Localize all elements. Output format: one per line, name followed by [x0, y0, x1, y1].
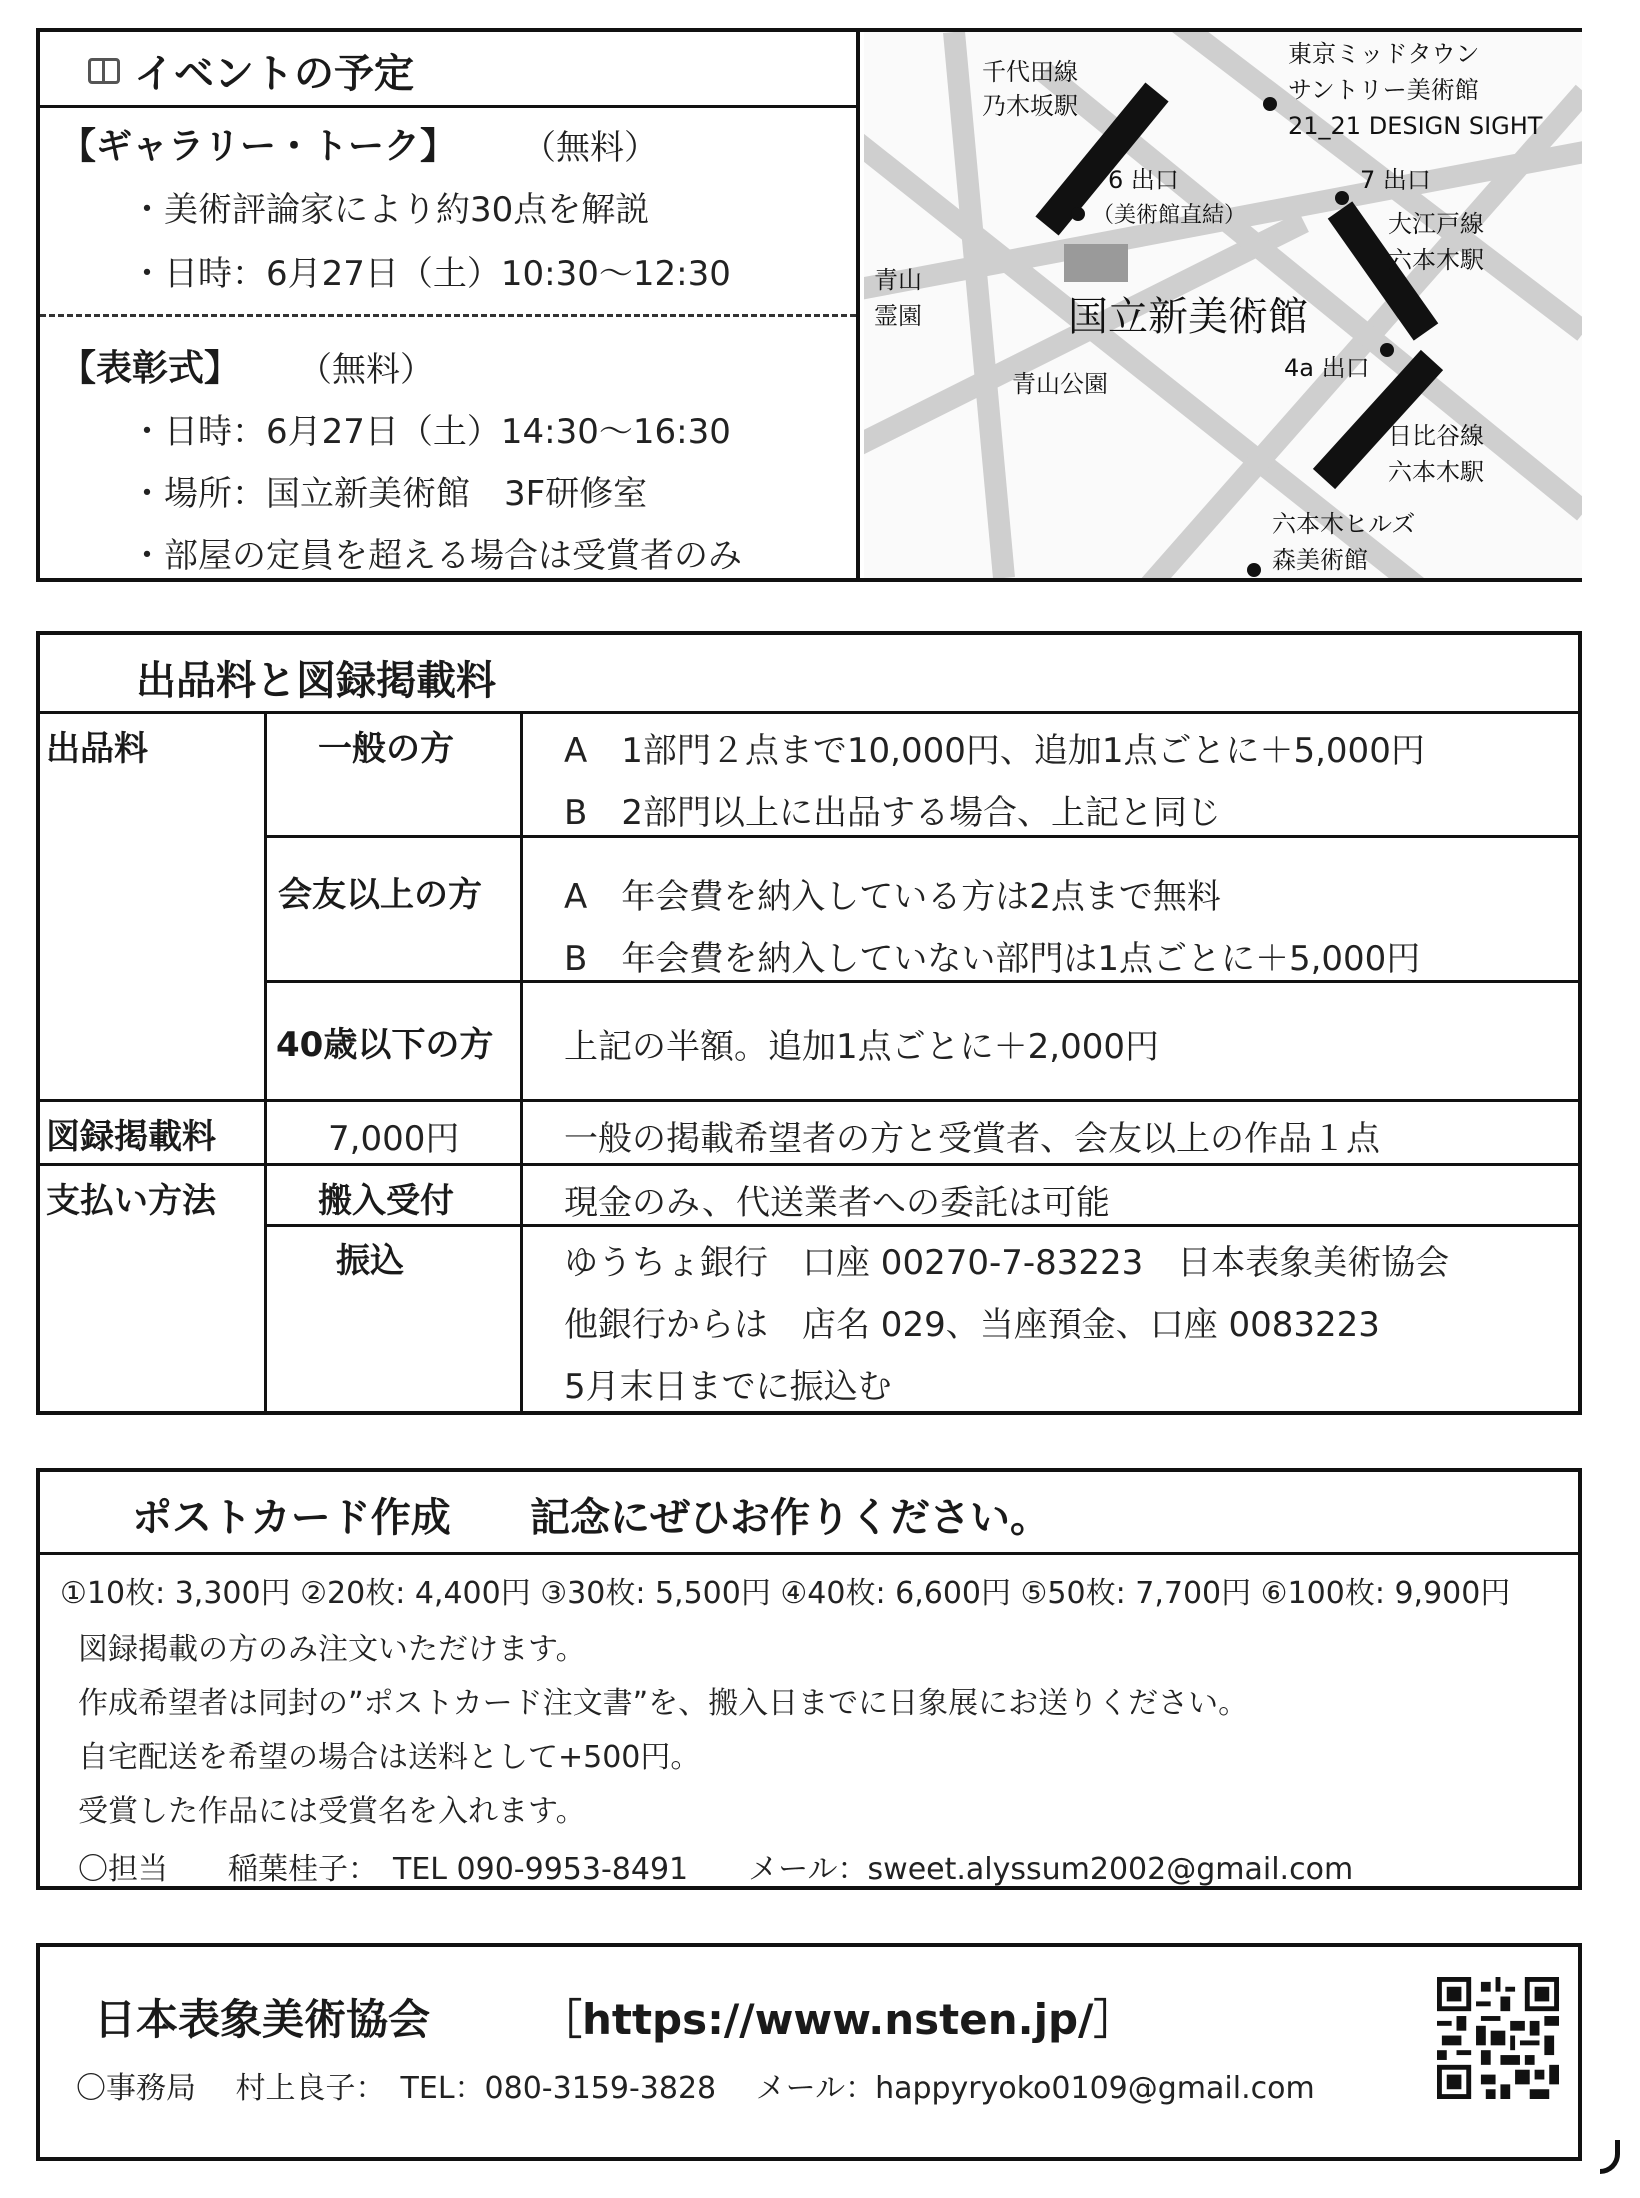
general-fee-line: A 1部門２点まで10,000円、追加1点ごとに＋5,000円: [564, 731, 1425, 771]
postcard-line: 作成希望者は同封の”ポストカード注文書”を、搬入日までに日象展にお送りください。: [78, 1686, 1249, 1721]
access-map: [864, 32, 1582, 578]
postcard-line: 自宅配送を希望の場合は送料として+500円。: [78, 1740, 701, 1775]
ceremony-heading: 【表彰式】: [60, 348, 241, 389]
organization-url[interactable]: ［https://www.nsten.jp/］: [540, 1995, 1136, 2044]
event-schedule: [40, 32, 860, 578]
postcard-line: 受賞した作品には受賞名を入れます。: [78, 1794, 586, 1829]
postcard-title: ポストカード作成: [132, 1495, 451, 1541]
carry-in-note: 現金のみ、代送業者への委託は可能: [564, 1183, 1111, 1223]
table-rule: [40, 1163, 1578, 1166]
footer-section: [36, 1943, 1582, 2161]
dashed-divider: [40, 314, 856, 317]
reader-icon[interactable]: [88, 58, 120, 84]
postcard-header-rule: [40, 1552, 1578, 1555]
ceremony-item: ・日時：6月27日（土）14:30〜16:30: [130, 412, 731, 452]
ceremony-fee: （無料）: [298, 350, 434, 390]
map-aoyama-park: 青山公園: [1012, 370, 1108, 398]
payment-label: 支払い方法: [46, 1181, 216, 1221]
member-label: 会友以上の方: [278, 875, 482, 915]
map-exit-6-note: （美術館直結）: [1092, 203, 1247, 228]
member-fee-line: B 年会費を納入していない部門は1点ごとに＋5,000円: [564, 939, 1421, 979]
map-design-sight: 21_21 DESIGN SIGHT: [1288, 112, 1543, 140]
map-midtown: 東京ミッドタウン: [1288, 40, 1480, 68]
gallery-talk-item: ・日時：6月27日（土）10:30〜12:30: [130, 254, 731, 294]
table-rule: [40, 1099, 1578, 1102]
transfer-label: 振込: [336, 1241, 404, 1281]
catalog-fee-label: 図録掲載料: [46, 1117, 216, 1157]
map-exit-7: 7 出口: [1360, 166, 1431, 194]
page-corner-mark: [1600, 2140, 1620, 2174]
ceremony-item: ・場所：国立新美術館 3F研修室: [130, 474, 648, 514]
map-roppongi-station-1: 六本木駅: [1388, 246, 1484, 274]
postcard-subtitle: 記念にぜひお作りください。: [530, 1495, 1050, 1541]
map-exit-6: 6 出口: [1108, 166, 1179, 194]
museum-building: [1064, 244, 1128, 282]
event-header: [40, 32, 856, 108]
station-bars: [1047, 92, 1432, 479]
under40-label: 40歳以下の方: [276, 1025, 494, 1065]
general-label: 一般の方: [318, 729, 454, 769]
map-suntory: サントリー美術館: [1288, 76, 1479, 104]
gallery-talk-fee: （無料）: [522, 128, 658, 168]
table-rule: [264, 1224, 1578, 1227]
map-hibiya-line: 日比谷線: [1388, 422, 1484, 450]
map-mori-museum: 森美術館: [1272, 546, 1368, 574]
catalog-note: 一般の掲載希望者の方と受賞者、会友以上の作品１点: [564, 1119, 1380, 1159]
postcard-section: [36, 1468, 1582, 1890]
table-rule: [40, 711, 1578, 714]
transfer-line: 他銀行からは 店名 029、当座預金、口座 0083223: [564, 1305, 1380, 1345]
carry-in-label: 搬入受付: [318, 1181, 454, 1221]
map-reien: 霊園: [874, 302, 922, 330]
map-chiyoda-line: 千代田線: [982, 58, 1078, 86]
event-section: [36, 28, 1582, 582]
transfer-line: 5月末日までに振込む: [564, 1367, 892, 1407]
event-title: イベントの予定: [134, 51, 414, 97]
entry-fee-label: 出品料: [46, 729, 148, 769]
fee-table-title: 出品料と図録掲載料: [136, 658, 496, 704]
qr-code-icon[interactable]: [1437, 1977, 1559, 2099]
map-roppongi-station-2: 六本木駅: [1388, 458, 1484, 486]
office-contact: 〇事務局 村上良子： TEL：080-3159-3828 メール：happyryoko0109@gmail.com: [76, 2071, 1315, 2106]
table-rule: [264, 711, 267, 1411]
general-fee-line: B 2部門以上に出品する場合、上記と同じ: [564, 793, 1221, 833]
table-rule: [520, 711, 523, 1411]
map-roppongi-hills: 六本木ヒルズ: [1272, 510, 1416, 538]
table-rule: [264, 980, 1578, 983]
fee-table: [36, 631, 1582, 1415]
map-museum-label: 国立新美術館: [1068, 294, 1308, 340]
gallery-talk-heading: 【ギャラリー・トーク】: [60, 126, 457, 167]
postcard-contact: 〇担当 稲葉桂子： TEL 090-9953-8491 メール：sweet.alyssum2002@gmail.com: [78, 1852, 1354, 1887]
table-rule: [264, 835, 1578, 838]
map-graphic: [864, 32, 1582, 578]
gallery-talk-item: ・美術評論家により約30点を解説: [130, 190, 650, 230]
organization-name: 日本表象美術協会: [94, 1995, 431, 2044]
postcard-line: 図録掲載の方のみ注文いただけます。: [78, 1632, 586, 1667]
catalog-price: 7,000円: [328, 1119, 460, 1159]
under40-fee-line: 上記の半額。追加1点ごとに＋2,000円: [564, 1027, 1159, 1067]
member-fee-line: A 年会費を納入している方は2点まで無料: [564, 877, 1221, 917]
ceremony-item: ・部屋の定員を超える場合は受賞者のみ: [130, 536, 742, 576]
map-exit-4a: 4a 出口: [1284, 354, 1370, 382]
transfer-line: ゆうちょ銀行 口座 00270-7-83223 日本表象美術協会: [564, 1243, 1450, 1283]
map-aoyama: 青山: [874, 266, 922, 294]
map-oedo-line: 大江戸線: [1388, 210, 1484, 238]
map-nogizaka: 乃木坂駅: [982, 92, 1078, 120]
postcard-prices: ①10枚: 3,300円 ②20枚: 4,400円 ③30枚: 5,500円 ④40枚: 6,600円 ⑤50枚: 7,700円 ⑥100枚: 9,900円: [60, 1576, 1511, 1611]
